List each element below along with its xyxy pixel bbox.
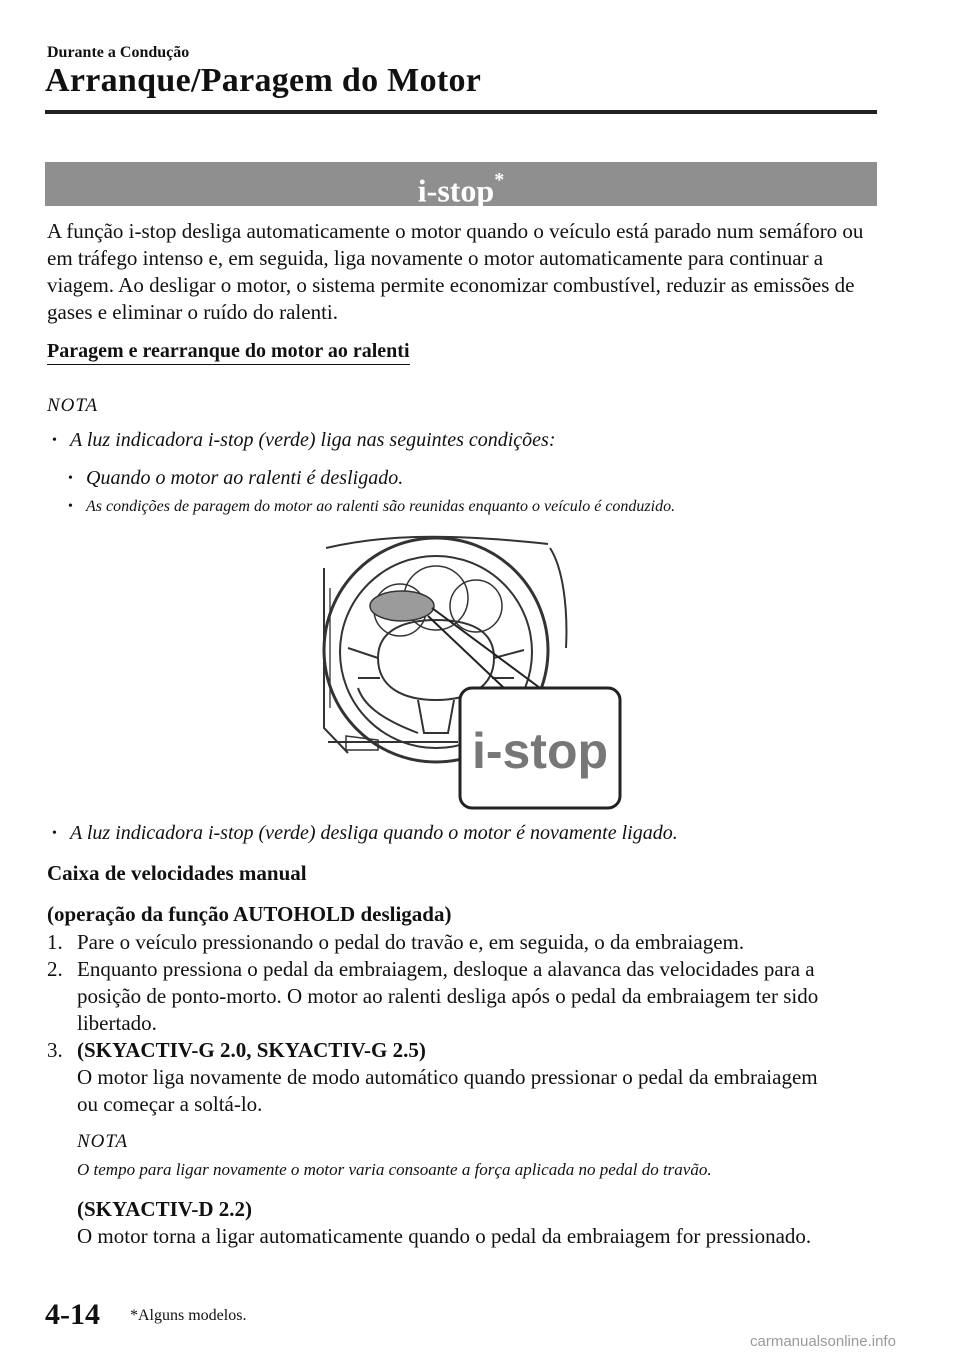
watermark: carmanualsonline.info <box>750 1333 896 1350</box>
manual-subheading: (operação da função AUTOHOLD desligada) <box>47 902 452 926</box>
step-3-heading: (SKYACTIV-G 2.0, SKYACTIV-G 2.5) <box>77 1038 426 1062</box>
page-number: 4-14 <box>45 1298 100 1331</box>
step-number: 1. <box>47 930 63 954</box>
step-2-line-3: libertado. <box>77 1011 157 1035</box>
note-bullet-text: A luz indicadora i-stop (verde) liga nas seguintes condições: <box>70 429 556 451</box>
indicator-highlight <box>370 591 434 621</box>
step-3-line-1: O motor liga novamente de modo automático quando pressionar o pedal da embraiagem <box>77 1065 818 1089</box>
step-text: Enquanto pressiona o pedal da embraiagem, desloque a alavanca das velocidades para a <box>77 957 815 981</box>
bullet-icon: • <box>52 433 57 449</box>
step-2-line-2: posição de ponto-morto. O motor ao ralenti desliga após o pedal da embraiagem ter sido <box>77 984 819 1008</box>
note-bullet <box>52 429 555 452</box>
steering-wheel-illustration <box>318 528 630 816</box>
note-sub-bullet-1 <box>68 467 403 490</box>
section-kicker: Durante a Condução <box>47 44 190 61</box>
footer-note: *Alguns modelos. <box>130 1307 247 1324</box>
bullet-icon: • <box>52 826 57 842</box>
note-text-2: O tempo para ligar novamente o motor varia consoante a força aplicada no pedal do travão. <box>77 1160 712 1179</box>
step-3 <box>47 1037 426 1064</box>
note-label-2: NOTA <box>77 1131 129 1152</box>
note-bullet-2 <box>52 822 678 845</box>
step-1 <box>47 929 744 956</box>
bullet-icon: • <box>68 471 73 487</box>
note-label: NOTA <box>47 395 99 416</box>
bullet-icon: • <box>68 499 73 515</box>
step-text: Pare o veículo pressionando o pedal do travão e, em seguida, o da embraiagem. <box>77 930 745 954</box>
intro-paragraph: A função i-stop desliga automaticamente o motor quando o veículo está parado num semáforo ou em tráfego intenso e, em seguida, liga novamente o motor automaticamente para continuar a viagem. Ao desligar o motor, o sistema permite economizar combustível, reduzir as emissões de gases e eliminar o ruído do ralenti. <box>47 219 864 324</box>
chapter-title: Arranque/Paragem do Motor <box>45 62 482 99</box>
note-sub-text-2: As condições de paragem do motor ao ralenti são reunidas enquanto o veículo é conduzido. <box>86 498 676 515</box>
note-bullet-2-text: A luz indicadora i-stop (verde) desliga quando o motor é novamente ligado. <box>70 822 678 844</box>
diesel-text: O motor torna a ligar automaticamente quando o pedal da embraiagem for pressionado. <box>77 1224 812 1248</box>
step-number: 2. <box>47 957 63 981</box>
step-3-line-2: ou começar a soltá-lo. <box>77 1092 263 1116</box>
optional-mark: * <box>494 169 505 191</box>
subheading: Paragem e rearranque do motor ao ralenti <box>47 340 410 365</box>
section-banner <box>45 162 877 209</box>
section-title: i-stop <box>417 172 495 209</box>
note-sub-bullet-2 <box>68 498 675 516</box>
step-2 <box>47 956 815 983</box>
note-sub-text-1: Quando o motor ao ralenti é desligado. <box>86 467 404 489</box>
manual-heading: Caixa de velocidades manual <box>47 861 307 885</box>
header-rule <box>45 110 877 114</box>
istop-callout-label: i-stop <box>471 723 609 779</box>
diesel-heading: (SKYACTIV-D 2.2) <box>77 1197 253 1221</box>
step-number: 3. <box>47 1038 63 1062</box>
